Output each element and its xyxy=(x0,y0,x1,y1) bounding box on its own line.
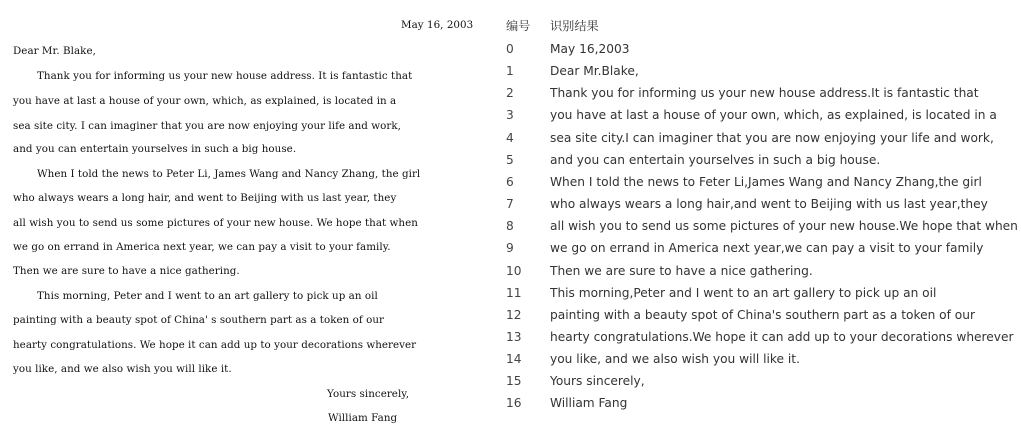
ocr-row-text: Dear Mr.Blake, xyxy=(550,64,639,79)
letter-line: Then we are sure to have a nice gathering. xyxy=(13,265,240,277)
ocr-row-number: 4 xyxy=(506,130,514,145)
ocr-row-text: This morning,Peter and I went to an art gallery to pick up an oil xyxy=(550,285,937,300)
letter-date: May 16, 2003 xyxy=(401,19,474,31)
ocr-row-number: 5 xyxy=(506,152,514,167)
ocr-row-text: all wish you to send us some pictures of your new house.We hope that when xyxy=(550,219,1018,234)
ocr-row-number: 10 xyxy=(506,263,522,278)
scanned-letter xyxy=(0,0,490,433)
ocr-row-number: 9 xyxy=(506,241,514,256)
letter-line: you have at last a house of your own, which, as explained, is located in a xyxy=(13,95,397,107)
ocr-row-number: 1 xyxy=(506,64,514,79)
ocr-row-number: 13 xyxy=(506,329,522,344)
letter-line: hearty congratulations. We hope it can add up to your decorations wherever xyxy=(13,339,417,351)
letter-line: all wish you to send us some pictures of your new house. We hope that when xyxy=(13,217,418,229)
ocr-row-number: 6 xyxy=(506,174,514,189)
letter-line: you like, and we also wish you will like it. xyxy=(13,363,232,375)
ocr-row-number: 15 xyxy=(506,374,522,389)
ocr-row-text: painting with a beauty spot of China's southern part as a token of our xyxy=(550,307,975,322)
ocr-row-text: When I told the news to Feter Li,James Wang and Nancy Zhang,the girl xyxy=(550,174,982,189)
ocr-row-number: 12 xyxy=(506,307,522,322)
letter-line: painting with a beauty spot of China' s southern part as a token of our xyxy=(13,314,384,326)
ocr-row-number: 3 xyxy=(506,108,514,123)
ocr-row-text: who always wears a long hair,and went to Beijing with us last year,they xyxy=(550,197,988,211)
letter-signature: William Fang xyxy=(328,412,398,424)
letter-line: we go on errand in America next year, we can pay a visit to your family. xyxy=(13,241,391,253)
ocr-row-text: you have at last a house of your own, which, as explained, is located in a xyxy=(550,108,997,123)
ocr-row-text: we go on errand in America next year,we can pay a visit to your family xyxy=(550,241,984,256)
ocr-row-number: 0 xyxy=(506,42,514,56)
ocr-row-text: you like, and we also wish you will like it. xyxy=(550,352,800,367)
ocr-result-table xyxy=(500,0,1021,433)
ocr-row-number: 14 xyxy=(506,352,522,367)
ocr-row-text: William Fang xyxy=(550,396,628,411)
letter-line: This morning, Peter and I went to an art gallery to pick up an oil xyxy=(37,290,378,302)
header-result: 识别结果 xyxy=(550,19,599,33)
ocr-row-text: Then we are sure to have a nice gathering. xyxy=(550,263,813,278)
header-number: 编号 xyxy=(506,19,531,33)
letter-line: When I told the news to Peter Li, James Wang and Nancy Zhang, the girl xyxy=(37,168,421,180)
ocr-row-text: May 16,2003 xyxy=(550,42,630,56)
ocr-row-text: Yours sincerely, xyxy=(550,374,645,389)
ocr-row-number: 16 xyxy=(506,396,522,411)
ocr-row-number: 7 xyxy=(506,197,514,211)
letter-line: Dear Mr. Blake, xyxy=(13,45,96,57)
ocr-row-text: sea site city.I can imaginer that you are now enjoying your life and work, xyxy=(550,130,994,145)
letter-line: sea site city. I can imaginer that you are now enjoying your life and work, xyxy=(13,120,401,132)
ocr-row-text: Thank you for informing us your new house address.It is fantastic that xyxy=(550,86,979,101)
letter-line: and you can entertain yourselves in such a big house. xyxy=(13,143,297,155)
ocr-row-text: hearty congratulations.We hope it can add up to your decorations wherever xyxy=(550,329,1014,344)
letter-line: Thank you for informing us your new house address. It is fantastic that xyxy=(37,70,413,82)
letter-closing: Yours sincerely, xyxy=(327,388,410,400)
letter-line: who always wears a long hair, and went to Beijing with us last year, they xyxy=(13,192,397,204)
ocr-row-text: and you can entertain yourselves in such a big house. xyxy=(550,152,881,167)
ocr-row-number: 11 xyxy=(506,285,522,300)
ocr-row-number: 2 xyxy=(506,86,514,101)
ocr-row-number: 8 xyxy=(506,219,514,234)
